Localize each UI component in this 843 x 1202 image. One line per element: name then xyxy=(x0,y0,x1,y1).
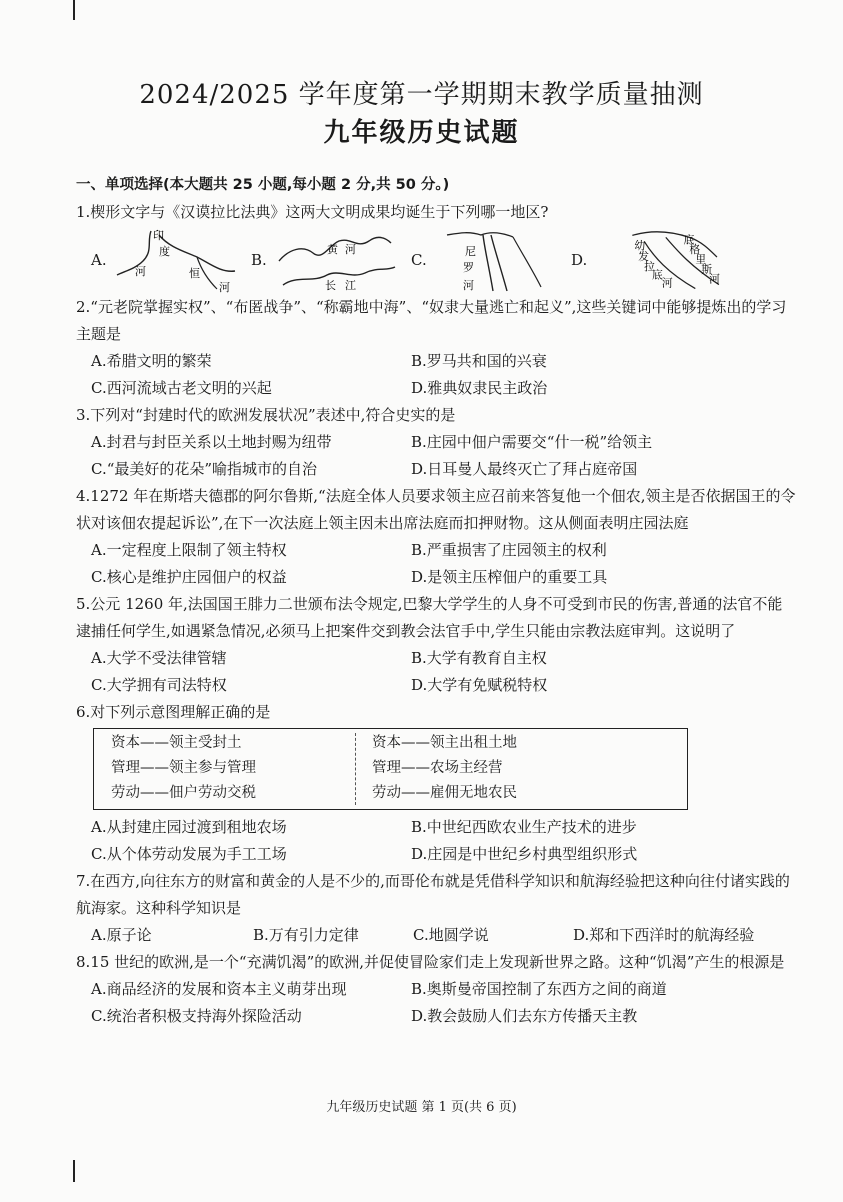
map-label: 发 xyxy=(638,250,650,263)
binding-mark-bottom xyxy=(73,1160,75,1182)
map-label: 河 xyxy=(134,265,146,278)
question-7-stem: 7.在西方,向往东方的财富和黄金的人是不少的,而哥伦布就是凭借科学知识和航海经验把这种向往付诸实践的航海家。这种科学知识是 xyxy=(76,872,790,917)
question-5-options xyxy=(76,645,796,699)
option-4d[interactable]: D.是领主压榨佃户的重要工具 xyxy=(411,568,608,586)
question-5-stem: 5.公元 1260 年,法国国王腓力二世颁布法令规定,巴黎大学学生的人身不可受到市民的伤害,普通的法官不能逮捕任何学生,如遇紧急情况,必须马上把案件交到教会法官手中,学生只能由宗教法庭审判。这说明了 xyxy=(76,595,783,640)
option-3a[interactable]: A.封君与封臣关系以土地封赐为纽带 xyxy=(91,433,332,451)
nile-map xyxy=(433,227,563,293)
option-3c[interactable]: C.“最美好的花朵”喻指城市的自治 xyxy=(91,460,318,478)
option-5c[interactable]: C.大学拥有司法特权 xyxy=(91,676,227,694)
option-6a[interactable]: A.从封建庄园过渡到租地农场 xyxy=(91,818,287,836)
option-4a[interactable]: A.一定程度上限制了领主特权 xyxy=(91,541,287,559)
question-6-options xyxy=(76,814,796,868)
diagram-left-column xyxy=(111,731,256,806)
question-8-stem: 8.15 世纪的欧洲,是一个“充满饥渴”的欧洲,并促使冒险家们走上发现新世界之路。这种“饥渴”产生的根源是 xyxy=(76,953,785,971)
binding-mark-top xyxy=(73,0,75,20)
option-2d[interactable]: D.雅典奴隶民主政治 xyxy=(411,379,548,397)
map-label: 底 xyxy=(683,233,695,247)
map-label: 河 xyxy=(344,243,356,256)
option-8d[interactable]: D.教会鼓励人们去东方传播天主教 xyxy=(411,1007,638,1025)
option-4c[interactable]: C.核心是维护庄园佃户的权益 xyxy=(91,568,287,586)
option-6b[interactable]: B.中世纪西欧农业生产技术的进步 xyxy=(411,818,637,836)
option-6c[interactable]: C.从个体劳动发展为手工工场 xyxy=(91,845,287,863)
map-label: 印 xyxy=(152,229,164,242)
option-1b[interactable]: B. 黄 河 长 江 xyxy=(251,227,411,293)
question-2-options xyxy=(76,348,796,402)
option-7a[interactable]: A.原子论 xyxy=(91,926,152,944)
diagram-right-item: 资本——领主出租土地 xyxy=(372,735,517,751)
question-2-stem: 2.“元老院掌握实权”、“布匿战争”、“称霸地中海”、“奴隶大量逃亡和起义”,这些关键词中能够提炼出的学习主题是 xyxy=(76,298,787,343)
option-3b[interactable]: B.庄园中佃户需要交“什一税”给领主 xyxy=(411,433,653,451)
map-label: 河 xyxy=(709,272,721,286)
map-label: 长 xyxy=(324,279,336,292)
exam-subtitle: 九年级历史试题 xyxy=(323,118,520,148)
option-1d[interactable]: D. 幼 发 拉 底 河 底 格 里 斯 河 xyxy=(571,227,731,293)
map-label: 底 xyxy=(652,268,664,282)
option-1c[interactable]: C. 尼 罗 河 xyxy=(411,227,571,293)
question-6-stem: 6.对下列示意图理解正确的是 xyxy=(76,703,271,721)
exam-title: 2024/2025 学年度第一学期期末教学质量抽测 xyxy=(139,80,704,110)
question-3-stem: 3.下列对“封建时代的欧洲发展状况”表述中,符合史实的是 xyxy=(76,406,456,424)
option-7c[interactable]: C.地圆学说 xyxy=(413,926,489,944)
map-label: 河 xyxy=(218,281,230,293)
diagram-divider xyxy=(355,733,356,805)
map-label: 江 xyxy=(344,279,356,292)
option-7d[interactable]: D.郑和下西洋时的航海经验 xyxy=(573,926,755,944)
option-4b[interactable]: B.严重损害了庄园领主的权利 xyxy=(411,541,607,559)
map-label: 河 xyxy=(662,276,673,290)
option-8a[interactable]: A.商品经济的发展和资本主义萌芽出现 xyxy=(91,980,347,998)
option-5a[interactable]: A.大学不受法律管辖 xyxy=(91,649,227,667)
map-label: 格 xyxy=(689,243,701,257)
diagram-right-item: 管理——农场主经营 xyxy=(372,760,503,776)
option-7b[interactable]: B.万有引力定律 xyxy=(253,926,359,944)
option-3d[interactable]: D.日耳曼人最终灭亡了拜占庭帝国 xyxy=(411,460,638,478)
mesopotamia-map xyxy=(593,227,731,293)
question-4-stem: 4.1272 年在斯塔夫德郡的阿尔鲁斯,“法庭全体人员要求领主应召前来答复他一个佃农,领主是否依据国王的令状对该佃农提起诉讼”,在下一次法庭上领主因未出席法庭而扣押财物。这从侧面表明庄园法庭 xyxy=(76,487,796,532)
diagram-right-column xyxy=(372,731,517,806)
map-label: 河 xyxy=(462,279,474,292)
section-heading: 一、单项选择(本大题共 25 小题,每小题 2 分,共 50 分。) xyxy=(76,177,450,193)
option-2a[interactable]: A.希腊文明的繁荣 xyxy=(91,352,212,370)
china-rivers-map xyxy=(273,227,403,293)
option-1a[interactable]: A. 印 度 河 恒 河 xyxy=(91,227,251,293)
question-7-options xyxy=(76,922,796,949)
option-2c[interactable]: C.西河流域古老文明的兴起 xyxy=(91,379,272,397)
diagram-left-item: 资本——领主受封土 xyxy=(111,735,242,751)
question-8-options xyxy=(76,976,796,1030)
page-footer: 九年级历史试题 第 1 页(共 6 页) xyxy=(326,1100,517,1115)
option-8b[interactable]: B.奥斯曼帝国控制了东西方之间的商道 xyxy=(411,980,667,998)
option-5b[interactable]: B.大学有教育自主权 xyxy=(411,649,547,667)
option-2b[interactable]: B.罗马共和国的兴衰 xyxy=(411,352,547,370)
map-label: 拉 xyxy=(644,259,656,273)
india-rivers-map xyxy=(113,227,243,293)
question-4-options xyxy=(76,537,796,591)
map-label: 幼 xyxy=(634,239,646,253)
map-label: 罗 xyxy=(462,261,474,274)
diagram-left-item: 管理——领主参与管理 xyxy=(111,760,256,776)
map-label: 尼 xyxy=(464,245,476,258)
map-label: 黄 xyxy=(326,243,338,256)
option-6d[interactable]: D.庄园是中世纪乡村典型组织形式 xyxy=(411,845,638,863)
option-8c[interactable]: C.统治者积极支持海外探险活动 xyxy=(91,1007,302,1025)
diagram-right-item: 劳动——雇佣无地农民 xyxy=(372,785,517,801)
map-label: 恒 xyxy=(188,267,200,280)
map-label: 斯 xyxy=(701,262,713,276)
question-1-map-options xyxy=(76,226,796,294)
question-3-options xyxy=(76,429,796,483)
comparison-diagram xyxy=(93,728,688,810)
question-1-stem: 1.楔形文字与《汉谟拉比法典》这两大文明成果均诞生于下列哪一地区? xyxy=(76,203,549,221)
exam-content xyxy=(76,172,796,1030)
diagram-left-item: 劳动——佃户劳动交税 xyxy=(111,785,256,801)
option-5d[interactable]: D.大学有免赋税特权 xyxy=(411,676,548,694)
map-label: 里 xyxy=(695,252,707,266)
map-label: 度 xyxy=(158,245,170,258)
